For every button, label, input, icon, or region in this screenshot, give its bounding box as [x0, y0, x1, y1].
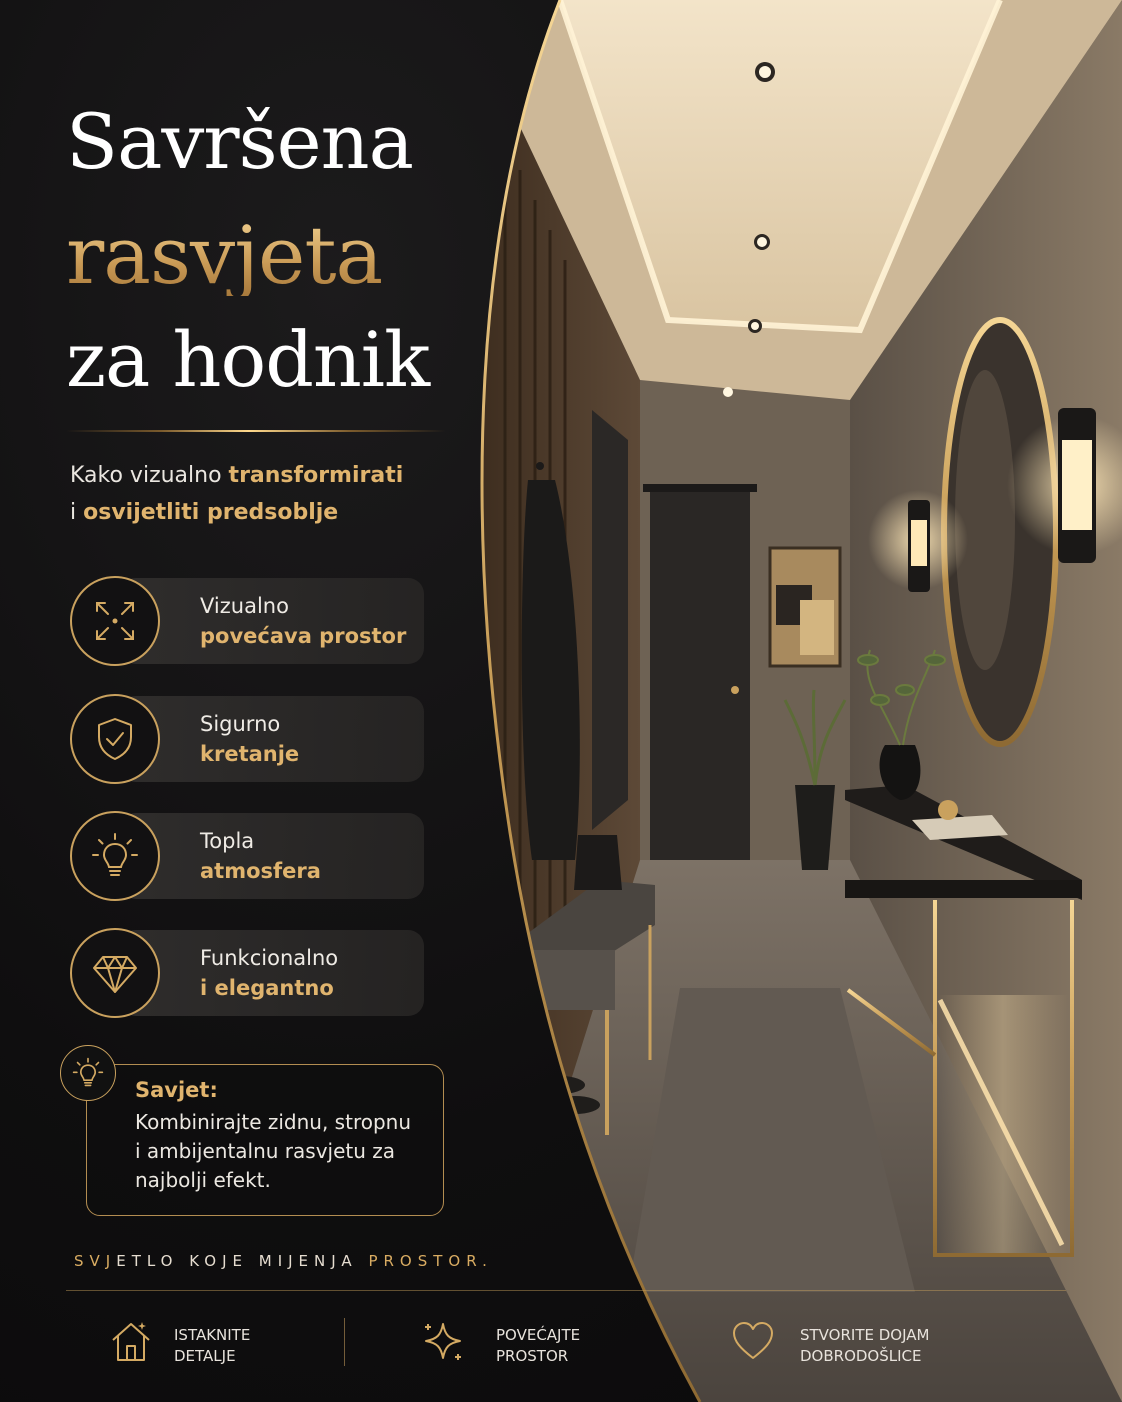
feature-item-elegance: [70, 928, 424, 1018]
subtitle-line-1: [70, 463, 403, 488]
feature-pill: [120, 813, 424, 899]
title-line-2: rasvjeta: [66, 209, 383, 302]
tip-text-line: i ambijentalnu rasvjetu za: [135, 1139, 396, 1163]
feature-label: Funkcionalno: [200, 946, 339, 970]
bottom-item-line: POVEĆAJTE: [496, 1326, 581, 1344]
subtitle-highlight-2: osvijetliti predsoblje: [83, 500, 339, 525]
tagline-part-3: PROSTOR.: [357, 1252, 493, 1270]
feature-highlight: povećava prostor: [200, 624, 407, 648]
bottom-item-line: STVORITE DOJAM: [800, 1326, 930, 1344]
feature-item-space: [70, 576, 424, 666]
title-line-1: Savršena: [66, 97, 413, 186]
house-icon: [108, 1318, 154, 1364]
bottom-vertical-divider: [344, 1318, 345, 1366]
feature-icon-circle: [70, 576, 160, 666]
feature-pill: [120, 696, 424, 782]
tagline-part-1: SVJ: [74, 1252, 117, 1270]
bottom-item-line: DETALJE: [174, 1347, 236, 1365]
feature-icon-circle: [70, 811, 160, 901]
tagline: [74, 1252, 493, 1270]
title-divider: [66, 430, 446, 432]
feature-icon-circle: [70, 694, 160, 784]
tagline-part-2: ETLO KOJE MIJENJA: [116, 1252, 358, 1270]
shield-check-icon: [91, 715, 139, 763]
tip-text-line: Kombinirajte zidnu, stropnu: [135, 1110, 412, 1134]
title-line-3: za hodnik: [66, 315, 430, 404]
bottom-item-line: DOBRODOŠLICE: [800, 1347, 922, 1365]
feature-pill: [120, 578, 424, 664]
heart-icon: [730, 1318, 776, 1364]
feature-highlight: atmosfera: [200, 859, 321, 883]
feature-label: Sigurno: [200, 712, 281, 736]
tip-text-line: najbolji efekt.: [135, 1168, 271, 1192]
bottom-divider-line: [66, 1290, 1066, 1291]
tip-title: Savjet:: [135, 1078, 218, 1102]
feature-highlight: kretanje: [200, 742, 300, 766]
subtitle-line-2: [70, 500, 338, 525]
feature-item-safety: [70, 694, 424, 784]
bottom-item-line: PROSTOR: [496, 1347, 569, 1365]
feature-item-atmosphere: [70, 811, 424, 901]
bottom-item-line: ISTAKNITE: [174, 1326, 251, 1344]
sparkle-icon: [420, 1318, 466, 1364]
bottom-item-label: [496, 1325, 580, 1367]
subtitle-highlight-1: transformirati: [228, 463, 404, 488]
feature-icon-circle: [70, 928, 160, 1018]
expand-arrows-icon: [91, 597, 139, 645]
lightbulb-icon: [89, 830, 141, 882]
subtitle-plain-1: Kako vizualno: [70, 463, 229, 488]
diamond-icon: [89, 947, 141, 999]
lightbulb-icon: [71, 1056, 105, 1090]
tip-icon-circle: [60, 1045, 116, 1101]
feature-label: Topla: [200, 829, 255, 853]
subtitle-plain-2: i: [70, 500, 84, 525]
bottom-item-label: [174, 1325, 250, 1367]
bottom-item-label: [800, 1325, 929, 1367]
feature-label: Vizualno: [200, 594, 289, 618]
feature-pill: [120, 930, 424, 1016]
feature-highlight: i elegantno: [200, 976, 334, 1000]
